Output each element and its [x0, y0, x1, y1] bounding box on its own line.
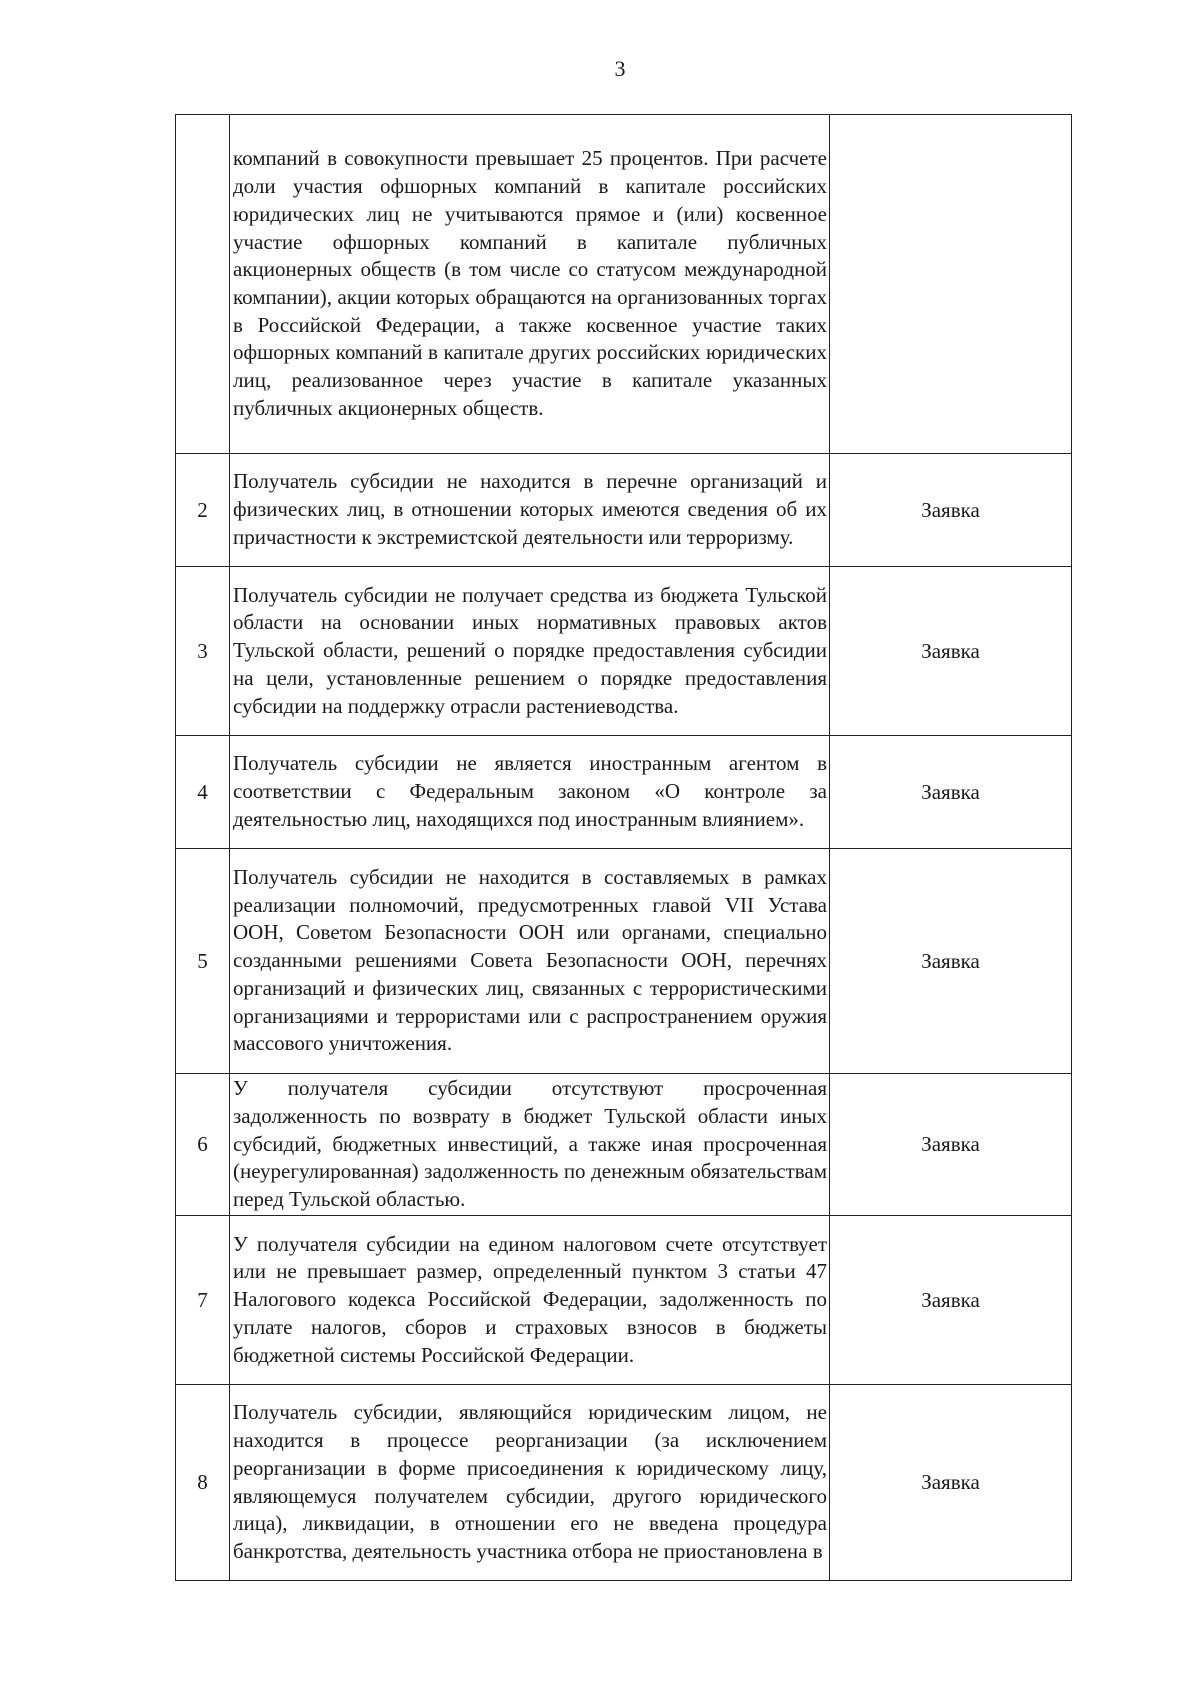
requirement-text: У получателя субсидии отсутствуют просроченная задолженность по возврату в бюджет Тульской области иных субсидий, бюджетных инвестиций, а также иная просроченная (неурегулированная) задолженность по денежным обязательствам перед Тульской областью. — [230, 1074, 830, 1216]
table-row — [176, 1074, 1072, 1216]
row-number: 3 — [176, 567, 230, 736]
row-number — [176, 115, 230, 454]
row-number: 4 — [176, 736, 230, 849]
requirement-text: Получатель субсидии, являющийся юридическим лицом, не находится в процессе реорганизации (за исключением реорганизации в форме присоединения к юридическому лицу, являющемуся получателем субсидии, другого юридического лица), ликвидации, в отношении его не введена процедура банкротства, деятельность участника отбора не приостановлена в — [230, 1385, 830, 1581]
page-number: 3 — [614, 56, 626, 81]
row-number: 5 — [176, 849, 230, 1074]
requirement-text: компаний в совокупности превышает 25 процентов. При расчете доли участия офшорных компаний в капитале российских юридических лиц не учитываются прямое и (или) косвенное участие офшорных компаний в капитале публичных акционерных обществ (в том числе со статусом международной компании), акции которых обращаются на организованных торгах в Российской Федерации, а также косвенное участие таких офшорных компаний в капитале других российских юридических лиц, реализованное через участие в капитале указанных публичных акционерных обществ. — [230, 115, 830, 454]
row-number: 7 — [176, 1216, 230, 1385]
document-cell: Заявка — [830, 1216, 1072, 1385]
requirement-text: У получателя субсидии на едином налоговом счете отсутствует или не превышает размер, определенный пунктом 3 статьи 47 Налогового кодекса Российской Федерации, задолженность по уплате налогов, сборов и страховых взносов в бюджеты бюджетной системы Российской Федерации. — [230, 1216, 830, 1385]
row-number: 2 — [176, 454, 230, 567]
requirement-text: Получатель субсидии не получает средства из бюджета Тульской области на основании иных нормативных правовых актов Тульской области, решений о порядке предоставления субсидии на цели, установленные решением о порядке предоставления субсидии на поддержку отрасли растениеводства. — [230, 567, 830, 736]
table-row — [176, 1216, 1072, 1385]
requirement-text: Получатель субсидии не находится в составляемых в рамках реализации полномочий, предусмотренных главой VII Устава ООН, Советом Безопасности ООН или органами, специально созданными решениями Совета Безопасности ООН, перечнях организаций и физических лиц, связанных с террористическими организациями и террористами или с распространением оружия массового уничтожения. — [230, 849, 830, 1074]
table-row — [176, 1385, 1072, 1581]
table-row — [176, 454, 1072, 567]
row-number: 8 — [176, 1385, 230, 1581]
document-cell — [830, 115, 1072, 454]
table-row — [176, 115, 1072, 454]
document-cell: Заявка — [830, 849, 1072, 1074]
table-row — [176, 567, 1072, 736]
requirement-text: Получатель субсидии не является иностранным агентом в соответствии с Федеральным законом «О контроле за деятельностью лиц, находящихся под иностранным влиянием». — [230, 736, 830, 849]
row-number: 6 — [176, 1074, 230, 1216]
document-cell: Заявка — [830, 454, 1072, 567]
document-cell: Заявка — [830, 1385, 1072, 1581]
requirement-text: Получатель субсидии не находится в перечне организаций и физических лиц, в отношении которых имеются сведения об их причастности к экстремистской деятельности или терроризму. — [230, 454, 830, 567]
document-cell: Заявка — [830, 736, 1072, 849]
document-cell: Заявка — [830, 1074, 1072, 1216]
table-row — [176, 849, 1072, 1074]
document-cell: Заявка — [830, 567, 1072, 736]
table-row — [176, 736, 1072, 849]
requirements-table — [175, 114, 1072, 1581]
